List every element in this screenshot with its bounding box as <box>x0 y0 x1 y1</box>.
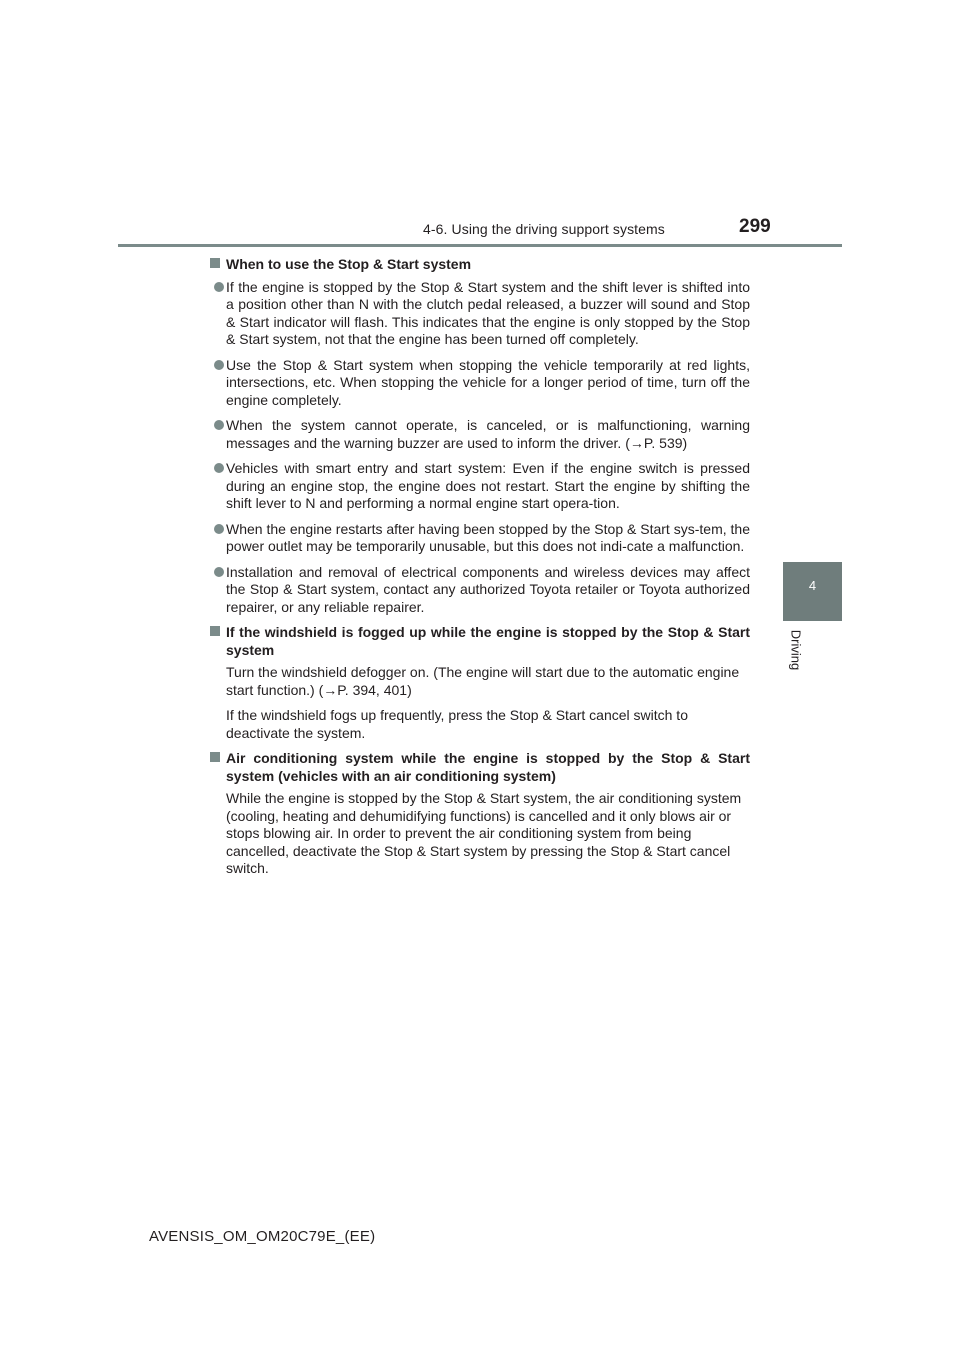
section-heading-text: Air conditioning system while the engine is stopped by the Stop & Start system (vehicles with an air conditioning system) <box>226 750 750 784</box>
list-item <box>210 417 750 452</box>
circle-bullet-icon <box>214 463 224 473</box>
list-item-text: If the engine is stopped by the Stop & Start system and the shift lever is shifted into a position other than N with the clutch pedal released, a buzzer will sound and Stop & Start indicator will flash. This indicates that the engine is only stopped by the Stop & Start system, not that the engine has been turned off completely. <box>226 278 750 347</box>
list-item-text: When the system cannot operate, is canceled, or is malfunctioning, warning messages and the warning buzzer are used to inform the driver. (→P. 539) <box>226 417 750 451</box>
list-item-text: Use the Stop & Start system when stopping the vehicle temporarily at red lights, intersections, etc. When stopping the vehicle for a longer period of time, turn off the engine completely. <box>226 356 750 408</box>
list-item-text: Vehicles with smart entry and start system: Even if the engine switch is pressed during an engine stop, the engine does not restart. Start the engine by shifting the shift lever to N and performing a normal engine start opera-tion. <box>226 460 750 511</box>
chapter-label: Driving <box>788 629 804 671</box>
header-divider <box>118 244 842 247</box>
circle-bullet-icon <box>214 420 224 430</box>
square-bullet-icon <box>210 626 220 636</box>
circle-bullet-icon <box>214 567 224 577</box>
paragraph: Turn the windshield defogger on. (The engine will start due to the automatic engine start function.) (→P. 394, 401) <box>226 664 740 698</box>
section-heading <box>210 750 750 785</box>
section-heading <box>210 624 750 659</box>
circle-bullet-icon <box>214 524 224 534</box>
chapter-number: 4 <box>808 578 817 593</box>
chapter-label-wrapper <box>786 624 806 676</box>
list-item <box>210 460 750 513</box>
list-item-text: Installation and removal of electrical components and wireless devices may affect the Stop & Start system, contact any authorized Toyota retailer or Toyota authorized repairer, or any reliable repairer. <box>226 563 750 615</box>
paragraph: If the windshield fogs up frequently, press the Stop & Start cancel switch to deactivate the system. <box>226 707 688 741</box>
section-title: 4-6. Using the driving support systems <box>423 221 665 237</box>
circle-bullet-icon <box>214 360 224 370</box>
main-content <box>210 256 750 886</box>
paragraph: While the engine is stopped by the Stop & Start system, the air conditioning system (cooling, heating and dehumidifying functions) is cancelled and it only blows air or stops blowing air. In order to prevent the air conditioning system from being cancelled, deactivate the Stop & Start system by pressing the Stop & Start cancel switch. <box>226 790 742 876</box>
chapter-tab <box>783 562 842 621</box>
section-heading-text: When to use the Stop & Start system <box>226 256 472 272</box>
page-number: 299 <box>739 216 771 237</box>
list-item <box>210 521 750 556</box>
section-heading-text: If the windshield is fogged up while the engine is stopped by the Stop & Start system <box>226 624 750 658</box>
document-code: AVENSIS_OM_OM20C79E_(EE) <box>149 1228 376 1245</box>
list-item <box>210 564 750 617</box>
list-item <box>210 279 750 349</box>
square-bullet-icon <box>210 258 220 268</box>
square-bullet-icon <box>210 752 220 762</box>
list-item-text: When the engine restarts after having been stopped by the Stop & Start sys-tem, the power outlet may be temporarily unusable, but this does not indi-cate a malfunction. <box>226 520 750 554</box>
section-heading <box>210 256 750 274</box>
list-item <box>210 357 750 410</box>
circle-bullet-icon <box>214 282 224 292</box>
